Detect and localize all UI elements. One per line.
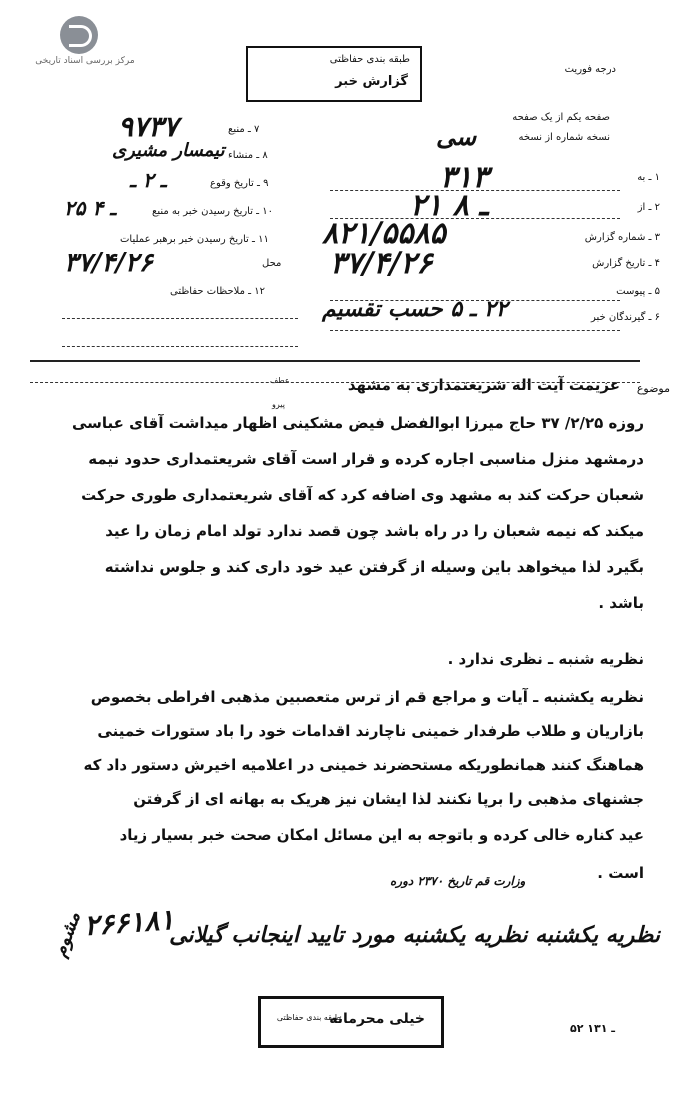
from-value: ۲۱ ـ ۸ [410, 188, 489, 223]
occurrence-date-label: ۹ ـ تاریخ وقوع [210, 178, 269, 189]
body-line-11: بازاریان و طلاب طرفدار خمینی ناچارند اقدامات خود را باد ستورات خمینی [97, 722, 644, 740]
body-line-5: بگیرد لذا میخواهد باین وسیله از گرفتن عید خود داری کند و جلوس نداشته [104, 558, 644, 576]
recipients-line [330, 330, 620, 331]
area-label: ۸ ـ منشاء [228, 150, 268, 161]
received-ops-label: ۱۱ ـ تاریخ رسیدن خبر برهبر عملیات [120, 234, 269, 245]
source-value: ۹۷۳۷ [118, 110, 179, 143]
to-value: ۳۱۳ [440, 160, 489, 195]
body-line-6: باشد . [598, 594, 644, 612]
classification-label: طبقه بندی حفاظتی [329, 54, 410, 65]
subject-text: عزیمت آیت اله شریعتمداری به مشهد [347, 376, 620, 394]
stamp-small-text: طبقه بندی حفاظتی [276, 1013, 341, 1022]
body-line-8: نظریه شنبه ـ نظری ندارد . [447, 650, 644, 668]
body-line-12: هماهنگ کنند همانطوریکه مستحضرند خمینی در اعلامیه اخیرش دستور داد که [83, 756, 644, 774]
recipients-value: ۲۲ ـ ۵ حسب تقسیم [322, 296, 508, 322]
to-label: ۱ ـ به [637, 172, 660, 183]
body-line-10: نظریه یکشنبه ـ آیات و مراجع قم از ترس متعصبین مذهبی افراطی بخصوص [90, 688, 644, 706]
body-line-15: است . [597, 864, 644, 882]
area-value: تیمسار مشیری [112, 140, 225, 161]
form-title: گزارش خبر [335, 74, 408, 89]
notes-label: ۱۲ ـ ملاحظات حفاظتی [170, 286, 265, 297]
body-line-3: شعبان حرکت کند به مشهد وی اضافه کرد که آقای شریعتمداری طوری حرکت [81, 486, 644, 504]
body-line-1: روزه ۲/۲۵/ ۳۷ حاج میرزا ابوالفضل فیض مشکینی اظهار میداشت آقای عباسی [72, 414, 644, 432]
place-label: محل [262, 258, 282, 269]
handwritten-number: ۲۶۶۱۸۱ [82, 902, 176, 943]
body-line-2: درمشهد منزل مناسبی اجاره کرده و قرار است آقای شریعتمداری حدود نیمه [88, 450, 644, 468]
archive-emblem-icon [60, 16, 98, 54]
body-line-14: عید کناره خالی کرده و باتوجه به این مسائل امکان صحت خبر بسیار زیاد [119, 826, 644, 844]
header-separator [30, 360, 640, 362]
subject-underline [30, 382, 640, 383]
from-label: ۲ ـ از [637, 202, 660, 213]
body-line-4: میکند که نیمه شعبان را در راه باشد چون قصد ندارد تولد امام زمان را عید [105, 522, 644, 540]
priority-label: درجه فوریت [564, 64, 616, 75]
report-number-label: ۳ ـ شماره گزارش [584, 232, 660, 243]
report-date-label: ۴ ـ تاریخ گزارش [592, 258, 660, 269]
copy-label: نسخه شماره از نسخه [518, 132, 610, 143]
place-value: ۳۷/۴/۲۶ [64, 248, 153, 278]
archive-logo [30, 16, 140, 76]
received-source-label: ۱۰ ـ تاریخ رسیدن خبر به منبع [152, 206, 274, 217]
occurrence-date-value: ـ ۲ ـ [130, 168, 167, 192]
reference-code: ۵۲ ـ ۱۳۱ [570, 1022, 616, 1035]
notes-line-1 [62, 318, 298, 319]
attachment-label: ۵ ـ پیوست [616, 286, 660, 297]
copy-value: سی [436, 122, 477, 151]
body-line-13: جشنهای مذهبی را برپا نکنند لذا ایشان نیز هریک به بهانه ای از گرفتن [133, 790, 644, 808]
handwritten-initial: مشوم [49, 909, 85, 960]
handwritten-margin-note: وزارت قم تاریخ ۲۳۷۰ دوره [390, 874, 526, 888]
recipients-label: ۶ ـ گیرندگان خبر [590, 312, 660, 323]
report-number-value: ۸۲۱/۵۵۸۵ [322, 216, 446, 251]
page-label: صفحه یکم از یک صفحه [512, 112, 610, 123]
subject-label: موضوع [636, 382, 670, 395]
handwritten-bottom-note: نظریه یکشنبه نظریه یکشنبه مورد تایید اینجانب گیلانی [169, 922, 660, 948]
received-source-value: ۲۵ ـ ۴ [64, 196, 117, 220]
source-label: ۷ ـ منبع [228, 124, 260, 135]
subject-insert-2: پیرو [272, 400, 285, 409]
report-date-value: ۳۷/۴/۲۶ [330, 246, 433, 281]
subject-insert: عطف [270, 376, 290, 385]
stamp-main-text: خیلی محرمانه [329, 1011, 425, 1027]
notes-line-2 [62, 346, 298, 347]
archive-logo-text: مرکز بررسی اسناد تاریخی [35, 56, 135, 66]
classification-stamp [258, 996, 444, 1048]
classification-box [246, 46, 422, 102]
